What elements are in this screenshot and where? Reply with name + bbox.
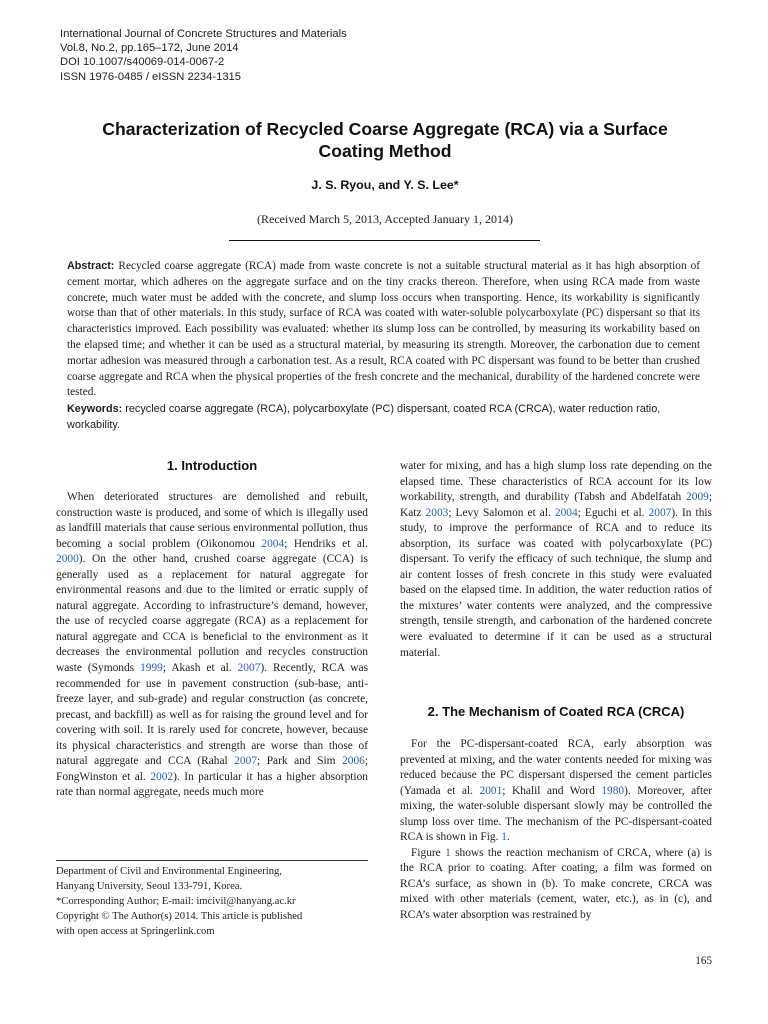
- journal-issn: ISSN 1976-0485 / eISSN 2234-1315: [60, 70, 241, 83]
- mechanism-paragraph-2: [400, 846, 712, 924]
- introduction-paragraph: [56, 490, 368, 801]
- mechanism-column: [400, 737, 712, 924]
- text: For the PC-dispersant-coated RCA, early absorption was prevented at mixing, and the water contents needed for mixing was reduced because the PC dispersant dispersed the cement particles (Yamada et al.: [400, 738, 712, 797]
- introduction-continued-paragraph: [400, 459, 712, 661]
- figure-link[interactable]: 1: [501, 831, 507, 844]
- text: ). In particular it has a higher absorption rate than normal aggregate, needs much more: [56, 770, 368, 799]
- footnote-line: *Corresponding Author; E-mail: imcivil@hanyang.ac.kr: [56, 896, 296, 907]
- journal-doi: DOI 10.1007/s40069-014-0067-2: [60, 56, 225, 69]
- citation-link[interactable]: 2002: [150, 770, 174, 783]
- footnote-line: Hanyang University, Seoul 133-791, Korea.: [56, 881, 243, 892]
- paper-title: [40, 118, 730, 162]
- text: ; Hendriks et al.: [284, 537, 368, 550]
- footnote-divider: [56, 860, 368, 861]
- journal-name: International Journal of Concrete Structures and Materials: [60, 28, 347, 40]
- text: water for mixing, and has a high slump loss rate depending on the elapsed time. These characteristics of RCA account for its low workability, strength, and durability (Tabsh and Abdelfatah: [400, 460, 712, 504]
- text: ; Katz: [400, 491, 712, 519]
- citation-link[interactable]: 2003: [425, 506, 449, 519]
- text: .: [506, 831, 510, 844]
- text: ). On the other hand, crushed coarse aggregate (CCA) is generally used as a replacement for natural aggregate for environmental reasons and due to the limited or erratic supply of natural aggregate. According to infrastructure’s demand, however, the use of recycled coarse aggregate (RCA) as a replacement for natural aggregate and CCA is beneficial to the environment as it decreases the environmental pollution and recycles construction waste (Symonds: [56, 553, 368, 675]
- text: ; Park and Sim: [257, 755, 343, 768]
- citation-link[interactable]: 2000: [56, 553, 79, 566]
- introduction-column: [56, 490, 368, 801]
- footnote-line: Copyright © The Author(s) 2014. This article is published: [56, 911, 303, 922]
- title-line-2: Coating Method: [318, 141, 452, 161]
- abstract: [67, 259, 700, 401]
- abstract-text: Recycled coarse aggregate (RCA) made from waste concrete is not a suitable structural material as it has high absorption of cement mortar, which adheres on the aggregate surface and on the tiny cracks thereon. Therefore, when using RCA made from waste concrete, much water must be added with the concrete, and slump loss occurs when transporting. Hence, its workability is significantly worse than that of other materials. In this study, surface of RCA was coated with water-soluble polycarboxylate (PC) dispersant so that its characteristics improved. Each possibility was evaluated: whether its slump loss can be controlled, by measuring its workability based on the elapsed time; and whether it can be used as a structural material, by measuring its strength. Moreover, the carbonation due to cement mortar adhesion was measured through a carbonation test. As a result, RCA coated with PC dispersant was found to be better than crushed coarse aggregate and RCA when the physical properties of the fresh concrete and the mechanical, durability of the hardened concrete were tested.: [67, 260, 700, 399]
- figure-link[interactable]: 1: [445, 846, 451, 859]
- citation-link[interactable]: 2007: [234, 755, 258, 768]
- title-line-1: Characterization of Recycled Coarse Aggregate (RCA) via a Surface: [102, 119, 668, 139]
- text: ; Khalil and Word: [502, 784, 602, 797]
- text: Figure: [411, 846, 446, 859]
- text: ). Recently, RCA was recommended for use in pavement construction (sub-base, anti-freeze layer, and sub-grade) and regular construction (as concrete, precast, and backfill) as well as for raising the ground level and for covering with soil. It is rarely used for concrete, however, because its physical characteristics and strength are worse than those of natural aggregate and CCA (Rahal: [56, 662, 368, 768]
- citation-link[interactable]: 2001: [479, 784, 503, 797]
- section-title-mechanism: 2. The Mechanism of Coated RCA (CRCA): [427, 704, 685, 719]
- citation-link[interactable]: 2007: [237, 662, 261, 675]
- citation-link[interactable]: 2004: [261, 537, 285, 550]
- keywords-text: recycled coarse aggregate (RCA), polycarboxylate (PC) dispersant, coated RCA (CRCA), water reduction ratio, workability.: [67, 403, 661, 431]
- citation-link[interactable]: 2004: [554, 506, 578, 519]
- text: ; Levy Salomon et al.: [448, 506, 555, 519]
- section-title-introduction: 1. Introduction: [166, 458, 258, 473]
- footnote-line: with open access at Springerlink.com: [56, 926, 215, 937]
- text: When deteriorated structures are demolished and rebuilt, construction waste is produced, and some of which is illegally used as landfill materials that cause serious environmental pollution, thus becoming a social problem (Oikonomou: [56, 491, 368, 550]
- abstract-label: Abstract:: [67, 260, 115, 272]
- page-number: 165: [695, 955, 712, 967]
- journal-header: [60, 27, 720, 84]
- text: ; Eguchi et al.: [577, 506, 649, 519]
- received-date: (Received March 5, 2013, Accepted January 1, 2014): [257, 212, 513, 226]
- text: ; FongWinston et al.: [56, 755, 369, 783]
- footnote: [56, 864, 386, 939]
- citation-link[interactable]: 2009: [686, 491, 709, 504]
- citation-link[interactable]: 1999: [140, 662, 163, 675]
- mechanism-paragraph-1: [400, 737, 712, 846]
- keywords-label: Keywords:: [67, 403, 123, 415]
- citation-link[interactable]: 1980: [601, 784, 625, 797]
- citation-link[interactable]: 2007: [648, 506, 672, 519]
- divider: [229, 240, 540, 241]
- citation-link[interactable]: 2006: [342, 755, 365, 768]
- text: ; Akash et al.: [162, 662, 238, 675]
- footnote-line: Department of Civil and Environmental Engineering,: [56, 866, 282, 877]
- text: ). Moreover, after mixing, the water-soluble dispersant slowly may be controlled the slump loss over time. The mechanism of the PC-dispersant-coated RCA is shown in Fig.: [400, 784, 712, 844]
- introduction-continued-column: [400, 459, 712, 661]
- text: shows the reaction mechanism of CRCA, where (a) is the RCA prior to coating. After coating, a film was formed on RCA’s surface, as shown in (b). To make concrete, CRCA was mixed with other materials (cement, water, etc.), as in (c), and RCA’s water absorption was restrained by: [400, 846, 712, 922]
- keywords: [67, 402, 700, 433]
- authors: J. S. Ryou, and Y. S. Lee*: [311, 178, 459, 192]
- journal-volume: Vol.8, No.2, pp.165–172, June 2014: [60, 42, 239, 55]
- text: ). In this study, to improve the performance of RCA and to reduce its absorption, its surface was coated with polycarboxylate (PC) dispersant. To verify the efficacy of such technique, the slump and air content losses of fresh concrete in this study were evaluated based on the elapsed time. In addition, the water reduction ratios of the mixtures’ water contents were analyzed, and the compressive strength, tensile strength, and carbonation of the hardened concrete were evaluated to determine if it can be used as a structural material.: [400, 506, 712, 659]
